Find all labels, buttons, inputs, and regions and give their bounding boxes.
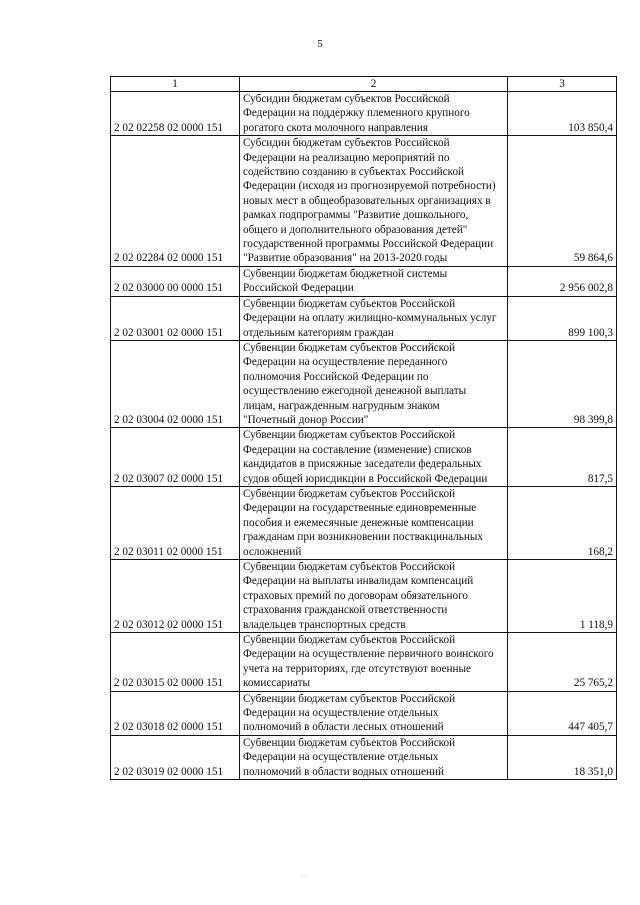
description-line: "Развитие образования" на 2013-2020 годы	[243, 252, 448, 265]
amount-cell: 899 100,3	[508, 296, 617, 340]
description-line: Субвенции бюджетам субъектов Российской	[243, 341, 456, 354]
description-line: Субсидии бюджетам субъектов Российской	[243, 93, 450, 105]
column-header-description: 2	[240, 77, 508, 92]
description-line: страхования гражданской ответственности	[243, 604, 448, 617]
description-cell	[240, 560, 508, 633]
description-line: осложнений	[243, 545, 302, 558]
column-header-code: 1	[111, 77, 240, 92]
description-cell	[240, 296, 508, 340]
budget-code-cell: 2 02 03015 02 0000 151	[111, 633, 240, 692]
description-line: Федерации на осуществление отдельных	[243, 707, 439, 720]
description-line: Субвенции бюджетам субъектов Российской	[243, 297, 456, 310]
description-cell	[240, 691, 508, 735]
description-cell	[240, 428, 508, 487]
description-line: Федерации на составление (изменение) списков	[243, 443, 472, 456]
description-line: новых мест в общеобразовательных организациях в	[243, 194, 491, 207]
table-row	[111, 428, 617, 487]
budget-code-cell: 2 02 02284 02 0000 151	[111, 136, 240, 267]
page-number: 5	[317, 38, 323, 50]
description-line: "Почетный донор России"	[243, 413, 369, 426]
amount-cell: 18 351,0	[508, 735, 617, 779]
description-line: Российской Федерации	[243, 282, 354, 295]
description-line: Федерации на осуществление отдельных	[243, 751, 439, 764]
table-row	[111, 560, 617, 633]
description-line: Федерации на осуществление первичного воинского	[243, 648, 494, 661]
description-line: комиссариаты	[243, 677, 311, 690]
budget-code-cell: 2 02 03018 02 0000 151	[111, 691, 240, 735]
amount-cell: 1 118,9	[508, 560, 617, 633]
description-cell	[240, 136, 508, 267]
table-row	[111, 136, 617, 267]
budget-code-cell: 2 02 03004 02 0000 151	[111, 340, 240, 427]
description-line: общего и дополнительного образования детей"	[243, 223, 468, 236]
description-line: Федерации на осуществление переданного	[243, 356, 448, 369]
amount-cell: 98 399,8	[508, 340, 617, 427]
column-header-amount: 3	[508, 77, 617, 92]
description-cell	[240, 340, 508, 427]
scan-artifact: · ·	[300, 872, 308, 881]
description-line: Субвенции бюджетам субъектов Российской	[243, 692, 456, 705]
table-row	[111, 735, 617, 779]
budget-code-cell: 2 02 03012 02 0000 151	[111, 560, 240, 633]
description-line: Субвенции бюджетам субъектов Российской	[243, 429, 456, 442]
description-line: Федерации на государственные единовременные	[243, 502, 477, 515]
description-line: осуществлению ежегодной денежной выплаты	[243, 385, 467, 398]
budget-code-cell: 2 02 02258 02 0000 151	[111, 92, 240, 136]
description-line: Субвенции бюджетам субъектов Российской	[243, 561, 456, 573]
description-line: Субвенции бюджетам субъектов Российской	[243, 487, 456, 500]
description-line: учета на территориях, где отсутствуют военные	[243, 662, 471, 675]
description-line: отдельным категориям граждан	[243, 326, 394, 339]
description-line: кандидатов в присяжные заседатели федеральных	[243, 458, 482, 471]
table-header-row	[111, 77, 617, 92]
description-line: Федерации на реализацию мероприятий по	[243, 151, 450, 164]
description-line: полномочий в области водных отношений	[243, 765, 444, 778]
amount-cell: 817,5	[508, 428, 617, 487]
description-line: владельцев транспортных средств	[243, 618, 406, 631]
description-line: Федерации на выплаты инвалидам компенсаций	[243, 575, 474, 588]
description-line: лицам, награжденным нагрудным знаком	[243, 399, 440, 412]
description-cell	[240, 735, 508, 779]
description-line: Федерации на оплату жилищно-коммунальных услуг	[243, 312, 497, 325]
table-body	[111, 92, 617, 780]
amount-cell: 168,2	[508, 486, 617, 559]
description-line: рогатого скота молочного направления	[243, 121, 429, 134]
amount-cell: 59 864,6	[508, 136, 617, 267]
description-line: гражданам при возникновении поствакцинальных	[243, 531, 483, 544]
budget-code-cell: 2 02 03007 02 0000 151	[111, 428, 240, 487]
amount-cell: 103 850,4	[508, 92, 617, 136]
table-row	[111, 92, 617, 136]
description-line: Субвенции бюджетам субъектов Российской	[243, 736, 456, 749]
description-line: рамках подпрограммы "Развитие дошкольного,	[243, 209, 469, 222]
table-row	[111, 340, 617, 427]
budget-code-cell: 2 02 03001 02 0000 151	[111, 296, 240, 340]
description-line: государственной программы Российской Федерации	[243, 238, 494, 251]
table-row	[111, 296, 617, 340]
description-cell	[240, 486, 508, 559]
description-line: Федерации на поддержку племенного крупного	[243, 107, 470, 120]
budget-code-cell: 2 02 03019 02 0000 151	[111, 735, 240, 779]
description-cell	[240, 92, 508, 136]
description-cell	[240, 266, 508, 296]
budget-code-cell: 2 02 03000 00 0000 151	[111, 266, 240, 296]
table-row	[111, 691, 617, 735]
table-row	[111, 486, 617, 559]
description-line: судов общей юрисдикции в Российской Федерации	[243, 472, 488, 485]
description-line: полномочия Российской Федерации по	[243, 370, 429, 383]
budget-code-cell: 2 02 03011 02 0000 151	[111, 486, 240, 559]
description-cell	[240, 633, 508, 692]
amount-cell: 2 956 002,8	[508, 266, 617, 296]
description-line: Федерации (исходя из прогнозируемой потребности)	[243, 180, 496, 193]
description-line: полномочий в области лесных отношений	[243, 721, 444, 734]
description-line: Субвенции бюджетам субъектов Российской	[243, 634, 456, 647]
description-line: Субсидии бюджетам субъектов Российской	[243, 137, 450, 150]
description-line: страховых премий по договорам обязательного	[243, 589, 468, 602]
table-row	[111, 633, 617, 692]
description-line: содействию созданию в субъектах Российской	[243, 166, 465, 179]
amount-cell: 447 405,7	[508, 691, 617, 735]
description-line: пособия и ежемесячные денежные компенсации	[243, 516, 474, 529]
amount-cell: 25 765,2	[508, 633, 617, 692]
description-line: Субвенции бюджетам бюджетной системы	[243, 267, 448, 280]
table-row	[111, 266, 617, 296]
budget-table	[110, 76, 617, 780]
